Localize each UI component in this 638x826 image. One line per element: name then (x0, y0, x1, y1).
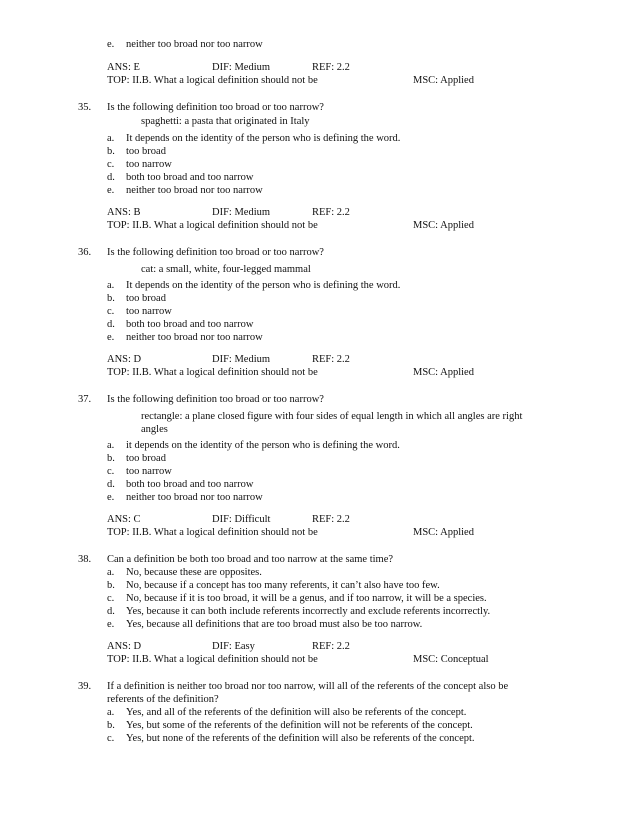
definition-text: spaghetti: a pasta that originated in Italy (141, 116, 310, 127)
option-letter: b. (107, 453, 115, 464)
reference: REF: 2.2 (312, 207, 350, 218)
option-text: Yes, because all definitions that are too broad must also be too narrow. (126, 619, 423, 630)
option-text: neither too broad nor too narrow (126, 332, 263, 343)
option-text: Yes, and all of the referents of the definition will also be referents of the concept. (126, 707, 467, 718)
question-text: referents of the definition? (107, 694, 219, 705)
msc: MSC: Applied (413, 527, 474, 538)
answer-key: ANS: B (107, 207, 141, 218)
option-letter: b. (107, 580, 115, 591)
option-letter: e. (107, 332, 115, 343)
option-letter: b. (107, 146, 115, 157)
option-letter: a. (107, 440, 115, 451)
difficulty: DIF: Difficult (212, 514, 271, 525)
option-text: it depends on the identity of the person who is defining the word. (126, 440, 400, 451)
option-letter: b. (107, 293, 115, 304)
option-text: It depends on the identity of the person who is defining the word. (126, 280, 401, 291)
option-text: neither too broad nor too narrow (126, 492, 263, 503)
option-letter: c. (107, 306, 115, 317)
question-number: 35. (78, 102, 92, 113)
difficulty: DIF: Medium (212, 354, 271, 365)
option-text: Yes, but none of the referents of the definition will also be referents of the concept. (126, 733, 475, 744)
msc: MSC: Applied (413, 367, 474, 378)
option-text: neither too broad nor too narrow (126, 39, 263, 50)
option-text: Yes, because it can both include referents incorrectly and exclude referents incorrectly. (126, 606, 491, 617)
question-text: Is the following definition too broad or too narrow? (107, 102, 324, 113)
topic: TOP: II.B. What a logical definition should not be (107, 654, 318, 665)
answer-key: ANS: C (107, 514, 141, 525)
option-text: too broad (126, 453, 166, 464)
answer-key: ANS: D (107, 641, 142, 652)
option-letter: e. (107, 619, 115, 630)
option-text: neither too broad nor too narrow (126, 185, 263, 196)
option-letter: c. (107, 593, 115, 604)
option-text: both too broad and too narrow (126, 319, 254, 330)
answer-key: ANS: E (107, 62, 140, 73)
option-letter: a. (107, 133, 115, 144)
question-text: If a definition is neither too broad nor too narrow, will all of the referents of the concept also be (107, 681, 509, 692)
reference: REF: 2.2 (312, 62, 350, 73)
topic: TOP: II.B. What a logical definition should not be (107, 367, 318, 378)
msc: MSC: Conceptual (413, 654, 489, 665)
option-letter: d. (107, 172, 115, 183)
difficulty: DIF: Easy (212, 641, 255, 652)
reference: REF: 2.2 (312, 514, 350, 525)
option-letter: a. (107, 280, 115, 291)
option-text: too broad (126, 146, 166, 157)
question-text: Can a definition be both too broad and too narrow at the same time? (107, 554, 394, 565)
option-letter: d. (107, 606, 115, 617)
option-letter: a. (107, 567, 115, 578)
option-text: both too broad and too narrow (126, 172, 254, 183)
question-text: Is the following definition too broad or too narrow? (107, 394, 324, 405)
definition-text: rectangle: a plane closed figure with four sides of equal length in which all angles are right (141, 411, 523, 422)
option-text: both too broad and too narrow (126, 479, 254, 490)
option-text: too narrow (126, 306, 172, 317)
option-letter: c. (107, 733, 115, 744)
option-letter: c. (107, 159, 115, 170)
topic: TOP: II.B. What a logical definition should not be (107, 527, 318, 538)
reference: REF: 2.2 (312, 641, 350, 652)
option-letter: b. (107, 720, 115, 731)
difficulty: DIF: Medium (212, 62, 271, 73)
option-text: No, because these are opposites. (126, 567, 262, 578)
option-text: It depends on the identity of the person who is defining the word. (126, 133, 401, 144)
option-text: too broad (126, 293, 166, 304)
option-text: Yes, but some of the referents of the definition will not be referents of the concept. (126, 720, 473, 731)
topic: TOP: II.B. What a logical definition should not be (107, 220, 318, 231)
option-letter: d. (107, 319, 115, 330)
question-number: 39. (78, 681, 92, 692)
definition-text: angles (141, 424, 168, 435)
option-text: No, because if it is too broad, it will be a genus, and if too narrow, it will be a species. (126, 593, 487, 604)
reference: REF: 2.2 (312, 354, 350, 365)
question-number: 37. (78, 394, 92, 405)
option-letter: e. (107, 39, 115, 50)
question-number: 38. (78, 554, 92, 565)
definition-text: cat: a small, white, four-legged mammal (141, 264, 311, 275)
option-letter: d. (107, 479, 115, 490)
question-number: 36. (78, 247, 92, 258)
option-letter: e. (107, 492, 115, 503)
msc: MSC: Applied (413, 220, 474, 231)
option-text: too narrow (126, 159, 172, 170)
question-text: Is the following definition too broad or too narrow? (107, 247, 324, 258)
answer-key: ANS: D (107, 354, 142, 365)
option-text: too narrow (126, 466, 172, 477)
topic: TOP: II.B. What a logical definition should not be (107, 75, 318, 86)
option-letter: e. (107, 185, 115, 196)
option-letter: a. (107, 707, 115, 718)
msc: MSC: Applied (413, 75, 474, 86)
difficulty: DIF: Medium (212, 207, 271, 218)
option-text: No, because if a concept has too many referents, it can’t also have too few. (126, 580, 440, 591)
option-letter: c. (107, 466, 115, 477)
